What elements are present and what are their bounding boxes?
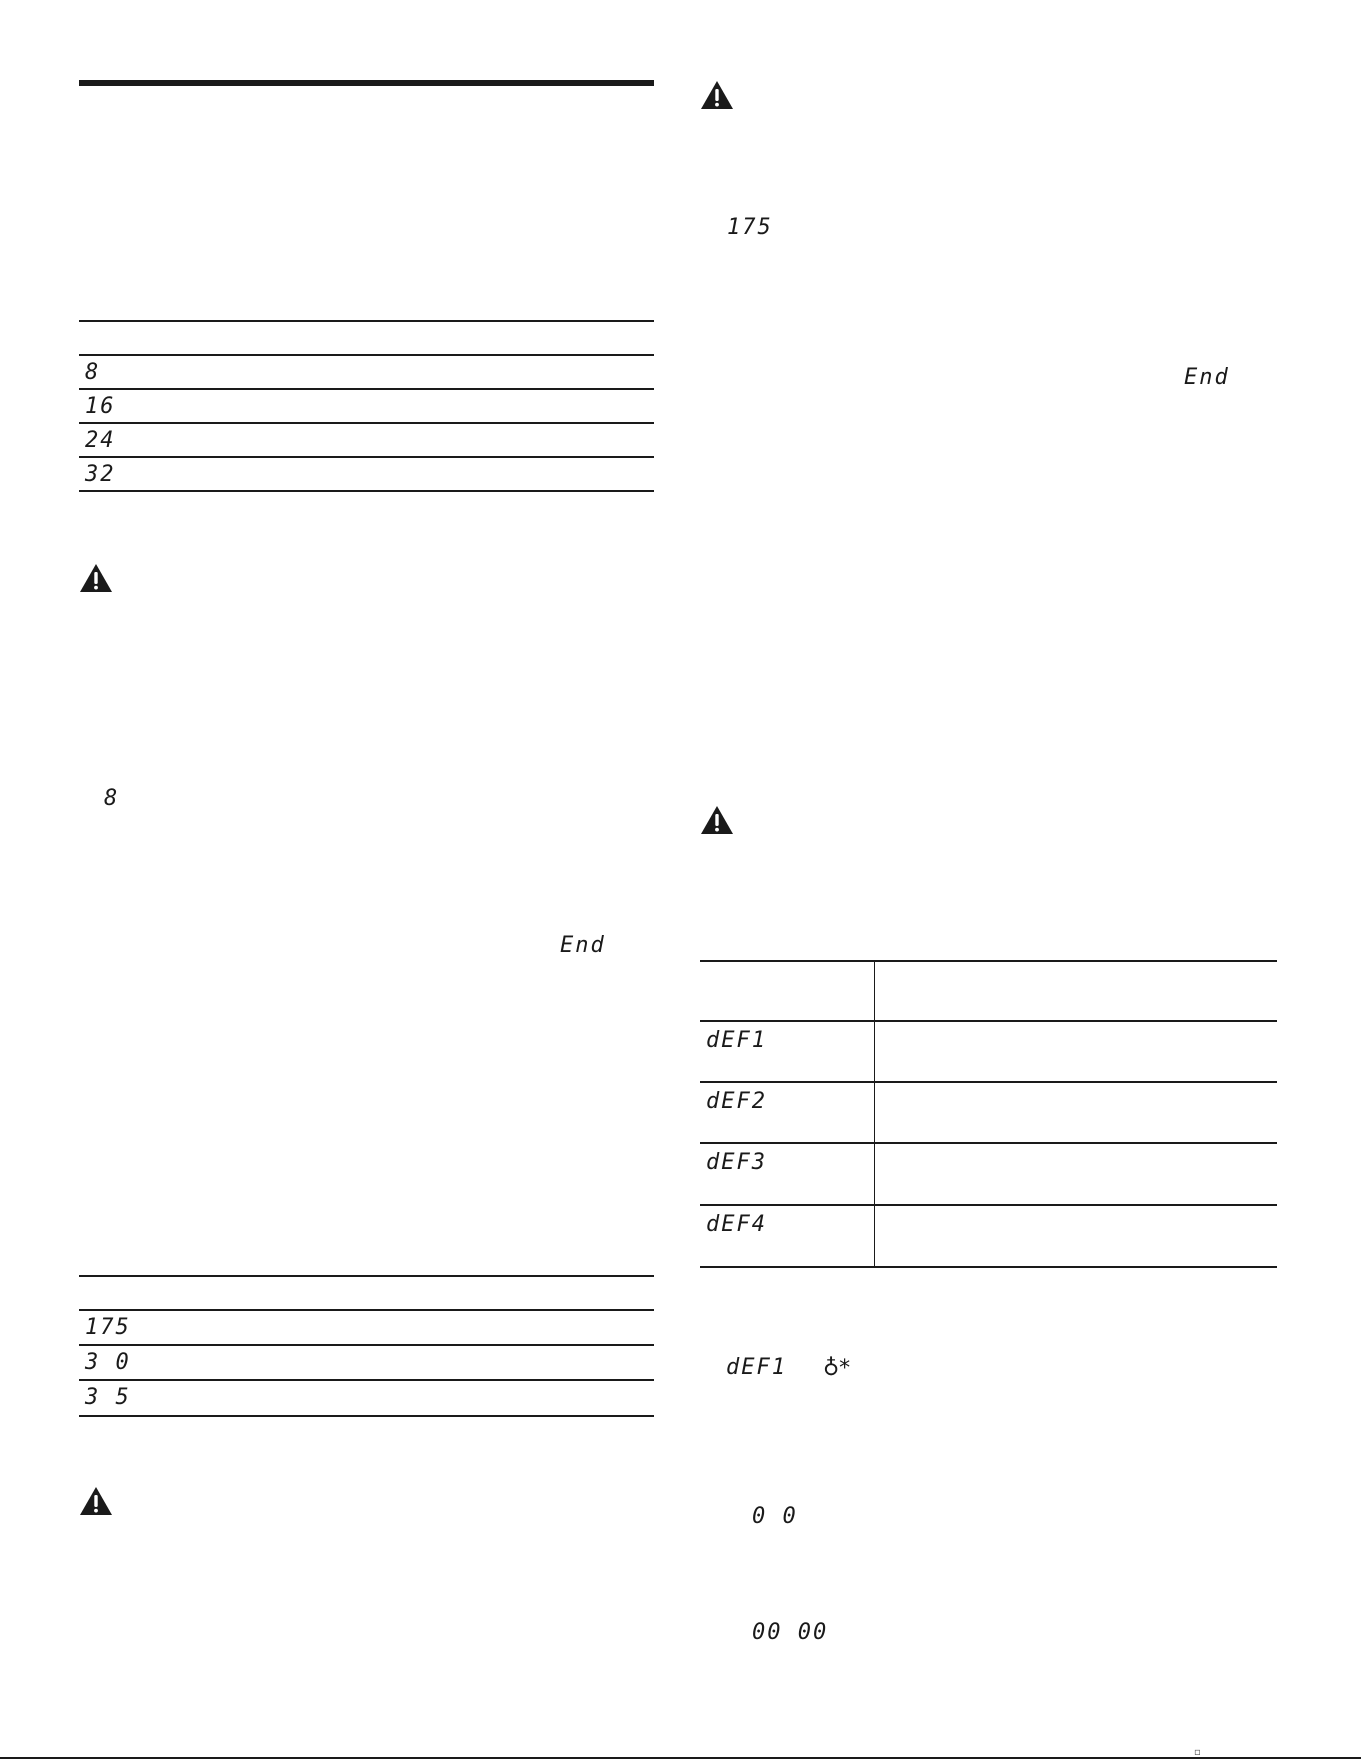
table-row	[700, 1022, 1277, 1083]
display-end: End	[560, 933, 606, 958]
section-top-rule	[79, 80, 654, 86]
table-row	[79, 1381, 654, 1417]
warning-triangle-icon	[700, 80, 734, 110]
table-row	[700, 1206, 1277, 1268]
display-end: End	[1184, 365, 1230, 390]
display-zero-readout: 0 0	[752, 1504, 798, 1529]
table-row	[79, 390, 654, 424]
table-cell-value: dEF4	[706, 1212, 767, 1237]
table-cell-value: 3 0	[85, 1350, 131, 1375]
table-cell-value: 8	[85, 360, 101, 385]
table-cell-value: dEF2	[706, 1089, 767, 1114]
display-readout: 175	[727, 215, 773, 240]
table-row	[700, 1144, 1277, 1206]
table-cell-value: 16	[85, 394, 116, 419]
defrost-code-readout: dEF1	[726, 1355, 787, 1380]
weight-table-header	[79, 320, 654, 356]
table-row	[700, 1083, 1277, 1144]
defrost-table	[700, 960, 1277, 1268]
table-row	[79, 1346, 654, 1381]
table-column-divider	[874, 960, 875, 1268]
display-readout: 8	[104, 786, 120, 811]
warning-triangle-icon	[79, 563, 113, 593]
temperature-table-header	[79, 1275, 654, 1311]
weight-table	[79, 320, 654, 492]
defrost-table-header	[700, 960, 1277, 1022]
table-cell-value: 24	[85, 428, 116, 453]
table-cell-value: dEF1	[706, 1028, 767, 1053]
table-row	[79, 424, 654, 458]
defrost-symbol-icon: ♁*	[823, 1356, 851, 1381]
table-cell-value: dEF3	[706, 1150, 767, 1175]
table-row	[79, 458, 654, 492]
footer-rule	[0, 1757, 1361, 1759]
table-row	[79, 1311, 654, 1346]
warning-triangle-icon	[700, 805, 734, 835]
table-cell-value: 175	[85, 1315, 131, 1340]
table-cell-value: 3 5	[85, 1385, 131, 1410]
table-cell-value: 32	[85, 462, 116, 487]
corner-mark: ▫	[1194, 1747, 1201, 1758]
warning-triangle-icon	[79, 1486, 113, 1516]
display-clock-readout: 00 00	[752, 1620, 829, 1645]
table-row	[79, 356, 654, 390]
temperature-table	[79, 1275, 654, 1417]
